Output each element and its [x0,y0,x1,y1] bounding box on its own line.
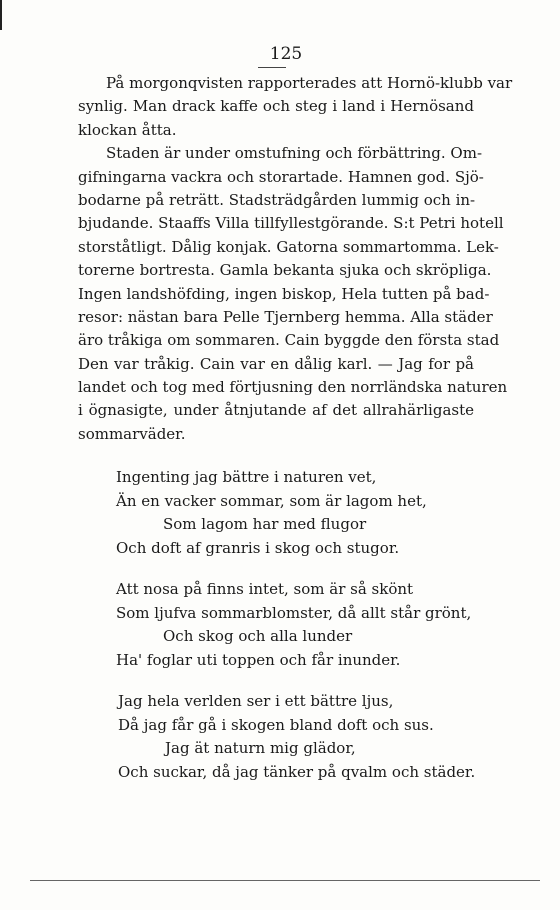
prose-line: På morgonqvisten rapporterades att Hornö-klubb var [106,74,513,92]
poem-stanza [118,690,478,784]
prose-line: Staden är under omstufning och förbättring. Om- [106,144,483,163]
prose-line: landet och tog med förtjusning den norrländska naturen [78,378,508,397]
prose-line: gifningarna vackra och storartade. Hamnen god. Sjö- [78,167,484,186]
poem-stanza [116,578,476,672]
prose-line: bjudande. Staaffs Villa tillfyllestgörande. S:t Petri hotell [78,214,504,233]
verse-line: Ha' foglar uti toppen och får inunder. [116,650,401,669]
prose-line: äro tråkiga om sommaren. Cain byggde den första stad [78,331,500,350]
page-number-underline [258,67,286,68]
verse-line: Än en vacker sommar, som är lagom het, [116,491,427,510]
verse-line: Jag hela verlden ser i ett bättre ljus, [118,692,394,710]
verse-line: Ingenting jag bättre i naturen vet, [116,468,377,486]
prose-block [78,72,513,446]
verse-line: Och suckar, då jag tänker på qvalm och städer. [118,762,476,781]
verse-line: Som lagom har med flugor [163,515,367,534]
verse-line: Att nosa på finns intet, som är så skönt [116,580,414,598]
prose-line: bodarne på reträtt. Stadsträdgården lummig och in- [78,190,476,209]
prose-line: storståtligt. Dålig konjak. Gatorna sommartomma. Lek- [78,237,499,256]
verse-line: Och skog och alla lunder [163,627,353,646]
prose-line: sommarväder. [78,424,186,443]
prose-line: torerne bortresta. Gamla bekanta sjuka och skröpliga. [78,261,492,280]
prose-line: klockan åtta. [78,120,177,139]
poem-stanza [116,466,476,560]
prose-line: resor: nästan bara Pelle Tjernberg hemma. Alla städer [78,307,493,326]
verse-line: Då jag får gå i skogen bland doft och sus. [118,715,434,734]
prose-line: Den var tråkig. Cain var en dålig karl. — Jag for på [78,354,474,373]
prose-line: Ingen landshöfding, ingen biskop, Hela tutten på bad- [78,284,490,303]
verse-line: Som ljufva sommarblomster, då allt står grönt, [116,603,472,622]
prose-line: synlig. Man drack kaffe och steg i land i Hernösand [78,97,474,116]
page-number: 125 [269,44,303,64]
page-edge-mark [0,0,2,30]
prose-line: i ögnasigte, under åtnjutande af det allrahärligaste [78,401,474,420]
verse-line: Och doft af granris i skog och stugor. [116,538,400,557]
bottom-rule [30,880,540,881]
verse-line: Jag ät naturn mig glädor, [165,739,356,758]
